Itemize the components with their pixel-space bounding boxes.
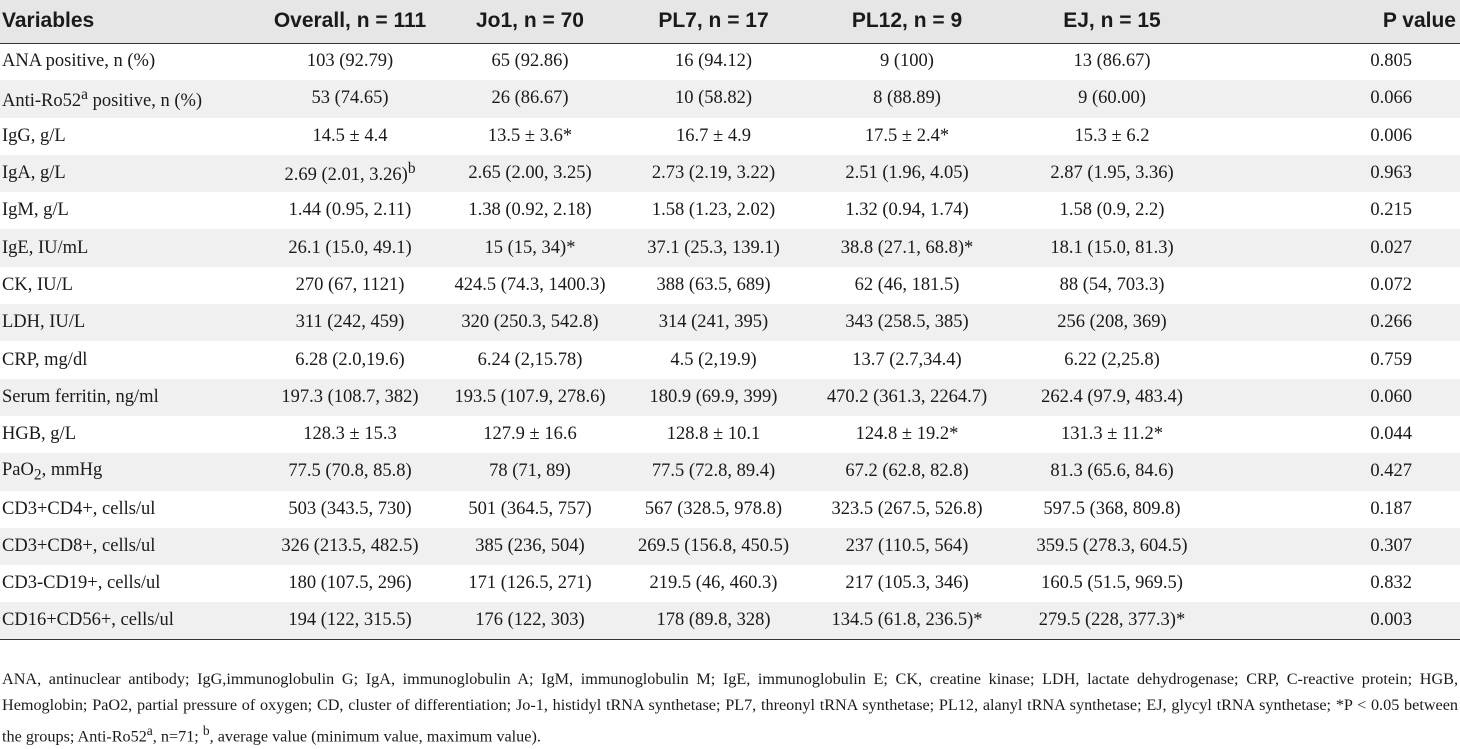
cell-value: 0.266 <box>1370 312 1412 333</box>
row-label <box>0 155 262 192</box>
cell-value: 17.5 ± 2.4* <box>864 125 950 146</box>
cell-value: 176 (122, 303) <box>475 610 585 631</box>
table-row <box>0 267 1460 304</box>
table-row <box>0 229 1460 266</box>
cell-value: 38.8 (27.1, 68.8)* <box>840 237 974 258</box>
cell-value: 194 (122, 315.5) <box>288 610 412 631</box>
p-value-cell <box>1215 229 1460 266</box>
table-row <box>0 379 1460 416</box>
table-row <box>0 43 1460 80</box>
cell-value: 0.963 <box>1370 163 1412 184</box>
cell-value: 180 (107.5, 296) <box>288 573 412 594</box>
cell-value: 0.044 <box>1370 424 1412 445</box>
cell-value: 279.5 (228, 377.3)* <box>1038 610 1186 631</box>
table-cell <box>438 229 622 266</box>
cell-value: 128.8 ± 10.1 <box>666 424 761 445</box>
table-cell <box>438 304 622 341</box>
cell-value: 0.307 <box>1370 536 1412 556</box>
footnote-text: ANA, antinuclear antibody; IgG,immunoglobulin G; IgA, immunoglobulin A; IgM, immunoglobulin M; IgE, immunoglobulin E; CK, creatine kinase; LDH, lactate dehydrogenase; CRP, C-reactive protein; HGB, Hemoglobin; PaO2, partial pressure of oxygen; CD, cluster of differentiation; Jo-1, histidyl tRNA synthetase; PL7, threonyl tRNA synthetase; PL12, alanyl tRNA synthetase; EJ, glycyl tRNA synthetase; *P < 0.05 between the groups; Anti-Ro52 <box>2 670 1458 746</box>
table-cell <box>1009 229 1215 266</box>
column-header: Jo1, n = 70 <box>438 0 622 43</box>
cell-value: 8 (88.89) <box>873 88 941 109</box>
table-cell <box>438 80 622 117</box>
cell-value: 160.5 (51.5, 969.5) <box>1041 573 1183 594</box>
cell-value: 2.65 (2.00, 3.25) <box>468 163 592 184</box>
table-row <box>0 602 1460 639</box>
table-cell <box>262 453 438 490</box>
cell-value: 193.5 (107.9, 278.6) <box>454 386 606 407</box>
table-cell <box>622 304 805 341</box>
cell-value: 9 (100) <box>880 51 934 72</box>
cell-value: 26 (86.67) <box>491 88 569 109</box>
table-cell <box>438 192 622 229</box>
row-label-text: positive, n (%) <box>87 91 203 112</box>
cell-value: 385 (236, 504) <box>475 536 585 556</box>
cell-value: 13.7 (2.7,34.4) <box>852 349 962 370</box>
table-cell <box>262 491 438 528</box>
table-cell <box>805 565 1009 602</box>
p-value-cell <box>1215 379 1460 416</box>
row-label <box>0 416 262 453</box>
cell-value: 18.1 (15.0, 81.3) <box>1050 237 1174 258</box>
cell-value: 77.5 (72.8, 89.4) <box>651 461 776 482</box>
table-cell <box>805 341 1009 378</box>
cell-value: 134.5 (61.8, 236.5)* <box>831 610 983 631</box>
cell-value: 0.072 <box>1370 274 1412 295</box>
table-cell <box>262 416 438 453</box>
row-label <box>0 80 262 117</box>
cell-value: 124.8 ± 19.2* <box>855 424 959 445</box>
row-label-text: CD3-CD19+, cells/ul <box>2 573 161 594</box>
table-cell <box>262 528 438 565</box>
cell-value: 0.215 <box>1370 200 1412 221</box>
table-row <box>0 192 1460 229</box>
table-cell <box>622 43 805 80</box>
cell-value: 2.73 (2.19, 3.22) <box>651 163 776 184</box>
table-footnote <box>2 666 1458 749</box>
table-cell <box>622 192 805 229</box>
table-cell <box>622 379 805 416</box>
table-cell <box>262 118 438 155</box>
cell-superscript: b <box>407 160 416 178</box>
table-cell <box>262 565 438 602</box>
p-value-cell <box>1215 43 1460 80</box>
table-cell <box>1009 491 1215 528</box>
table-cell <box>262 341 438 378</box>
table-cell <box>438 416 622 453</box>
row-label <box>0 491 262 528</box>
row-label-text: Anti-Ro52 <box>2 91 82 112</box>
cell-value: 2.51 (1.96, 4.05) <box>845 163 969 184</box>
table-cell <box>438 565 622 602</box>
cell-value: 15 (15, 34)* <box>484 237 576 258</box>
table-cell <box>438 118 622 155</box>
table-cell <box>622 528 805 565</box>
table-body <box>0 43 1460 640</box>
row-label-superscript: a <box>81 85 88 103</box>
cell-value: 37.1 (25.3, 139.1) <box>647 237 780 258</box>
row-label <box>0 565 262 602</box>
cell-value: 78 (71, 89) <box>489 461 571 482</box>
table-cell <box>1009 155 1215 192</box>
table-cell <box>622 80 805 117</box>
row-label <box>0 192 262 229</box>
table-cell <box>262 229 438 266</box>
table-cell <box>805 602 1009 639</box>
row-label-text: CD3+CD4+, cells/ul <box>2 498 156 519</box>
table-cell <box>622 453 805 490</box>
table-cell <box>805 453 1009 490</box>
cell-value: 197.3 (108.7, 382) <box>281 386 419 407</box>
cell-value: 180.9 (69.9, 399) <box>649 386 778 407</box>
table-cell <box>262 267 438 304</box>
cell-value: 217 (105.3, 346) <box>845 573 969 594</box>
cell-value: 270 (67, 1121) <box>295 274 405 295</box>
cell-value: 567 (328.5, 978.8) <box>644 498 783 519</box>
row-label <box>0 453 262 490</box>
row-label-text: IgA, g/L <box>2 163 66 184</box>
cell-value: 13 (86.67) <box>1073 51 1151 72</box>
table-row <box>0 453 1460 490</box>
table-cell <box>622 565 805 602</box>
p-value-cell <box>1215 192 1460 229</box>
row-label <box>0 379 262 416</box>
p-value-cell <box>1215 602 1460 639</box>
footnote-text: , n=71; <box>152 727 203 746</box>
cell-value: 2.87 (1.95, 3.36) <box>1050 163 1174 184</box>
table-cell <box>438 379 622 416</box>
cell-value: 1.38 (0.92, 2.18) <box>468 200 592 221</box>
p-value-cell <box>1215 565 1460 602</box>
table-row <box>0 341 1460 378</box>
row-label-text: CRP, mg/dl <box>2 349 88 370</box>
table-cell <box>622 267 805 304</box>
p-value-cell <box>1215 528 1460 565</box>
cell-value: 14.5 ± 4.4 <box>312 125 388 146</box>
table-cell <box>262 304 438 341</box>
table-cell <box>438 155 622 192</box>
table-cell <box>805 528 1009 565</box>
footnote-superscript-b: b <box>202 723 210 738</box>
row-label-text: HGB, g/L <box>2 424 76 445</box>
table-cell <box>438 528 622 565</box>
cell-value: 4.5 (2,19.9) <box>670 349 757 370</box>
cell-value: 26.1 (15.0, 49.1) <box>288 237 412 258</box>
cell-value: 178 (89.8, 328) <box>656 610 771 631</box>
table-cell <box>1009 341 1215 378</box>
cell-value: 53 (74.65) <box>311 88 389 109</box>
table-cell <box>622 416 805 453</box>
cell-value: 15.3 ± 6.2 <box>1074 125 1150 146</box>
column-header: PL12, n = 9 <box>805 0 1009 43</box>
table-cell <box>438 267 622 304</box>
table-cell <box>805 155 1009 192</box>
table-cell <box>805 304 1009 341</box>
table-cell <box>622 155 805 192</box>
cell-value: 171 (126.5, 271) <box>468 573 592 594</box>
cell-value: 0.006 <box>1370 125 1412 146</box>
table-cell <box>1009 379 1215 416</box>
table-cell <box>1009 416 1215 453</box>
table-cell <box>1009 192 1215 229</box>
row-label <box>0 602 262 639</box>
table-row <box>0 416 1460 453</box>
table-cell <box>805 192 1009 229</box>
p-value-cell <box>1215 155 1460 192</box>
cell-value: 0.066 <box>1370 88 1412 109</box>
table-cell <box>1009 80 1215 117</box>
table-row <box>0 491 1460 528</box>
cell-value: 320 (250.3, 542.8) <box>461 312 599 333</box>
row-label <box>0 229 262 266</box>
cell-value: 343 (258.5, 385) <box>845 312 969 333</box>
table-cell <box>805 229 1009 266</box>
table-cell <box>262 155 438 192</box>
cell-value: 388 (63.5, 689) <box>656 274 771 295</box>
table-cell <box>1009 453 1215 490</box>
p-value-cell <box>1215 118 1460 155</box>
table-row <box>0 528 1460 565</box>
table-cell <box>805 491 1009 528</box>
cell-value: 9 (60.00) <box>1078 88 1146 109</box>
p-value-cell <box>1215 267 1460 304</box>
cell-value: 6.22 (2,25.8) <box>1064 349 1160 370</box>
table-row <box>0 80 1460 117</box>
cell-value: 269.5 (156.8, 450.5) <box>637 536 790 556</box>
table-cell <box>438 491 622 528</box>
row-label <box>0 304 262 341</box>
row-label-text: CK, IU/L <box>2 274 73 295</box>
table-cell <box>262 43 438 80</box>
table-row <box>0 118 1460 155</box>
cell-value: 128.3 ± 15.3 <box>303 424 397 445</box>
cell-value: 237 (110.5, 564) <box>845 536 969 556</box>
cell-value: 131.3 ± 11.2* <box>1061 424 1163 445</box>
row-label-text: IgG, g/L <box>2 125 66 146</box>
table-cell <box>438 341 622 378</box>
p-value-cell <box>1215 453 1460 490</box>
cell-value: 103 (92.79) <box>306 51 394 72</box>
column-header: PL7, n = 17 <box>622 0 805 43</box>
table-cell <box>1009 565 1215 602</box>
footnote-text: , average value (minimum value, maximum value). <box>209 727 541 746</box>
footnote-superscript-a: a <box>146 723 153 738</box>
table-cell <box>805 80 1009 117</box>
table-cell <box>1009 528 1215 565</box>
table-cell <box>438 453 622 490</box>
cell-value: 424.5 (74.3, 1400.3) <box>454 274 606 295</box>
table-cell <box>262 80 438 117</box>
p-value-cell <box>1215 491 1460 528</box>
cell-value: 311 (242, 459) <box>295 312 405 333</box>
table-cell <box>805 118 1009 155</box>
table-cell <box>1009 304 1215 341</box>
cell-value: 81.3 (65.6, 84.6) <box>1050 461 1174 482</box>
row-label <box>0 43 262 80</box>
table-cell <box>438 602 622 639</box>
cell-value: 503 (343.5, 730) <box>288 498 412 519</box>
table-cell <box>622 491 805 528</box>
cell-value: 359.5 (278.3, 604.5) <box>1036 536 1188 556</box>
table-cell <box>1009 43 1215 80</box>
column-header: EJ, n = 15 <box>1009 0 1215 43</box>
row-label-text: Serum ferritin, ng/ml <box>2 386 159 407</box>
column-header: P value <box>1215 0 1460 43</box>
p-value-cell <box>1215 304 1460 341</box>
table-cell <box>1009 602 1215 639</box>
table-cell <box>438 43 622 80</box>
table-cell <box>622 229 805 266</box>
header-row <box>0 0 1460 43</box>
table-cell <box>805 267 1009 304</box>
cell-value: 2.69 (2.01, 3.26) <box>284 165 408 186</box>
cell-value: 0.027 <box>1370 237 1412 258</box>
table-cell <box>622 602 805 639</box>
p-value-cell <box>1215 416 1460 453</box>
row-label <box>0 528 262 565</box>
cell-value: 1.58 (0.9, 2.2) <box>1059 200 1165 221</box>
row-label-text: IgM, g/L <box>2 200 69 221</box>
cell-value: 0.759 <box>1370 349 1412 370</box>
cell-value: 262.4 (97.9, 483.4) <box>1041 386 1183 407</box>
row-label-text: , mmHg <box>41 459 103 480</box>
column-header: Overall, n = 111 <box>262 0 438 43</box>
row-label-text: IgE, IU/mL <box>2 237 89 258</box>
column-header: Variables <box>0 0 262 43</box>
cell-value: 67.2 (62.8, 82.8) <box>845 461 969 482</box>
cell-value: 77.5 (70.8, 85.8) <box>288 461 412 482</box>
cell-value: 0.427 <box>1370 461 1412 482</box>
table-row <box>0 304 1460 341</box>
p-value-cell <box>1215 80 1460 117</box>
cell-value: 501 (364.5, 757) <box>468 498 592 519</box>
table-cell <box>262 192 438 229</box>
p-value-cell <box>1215 341 1460 378</box>
row-label <box>0 341 262 378</box>
cell-value: 256 (208, 369) <box>1057 312 1167 333</box>
cell-value: 1.32 (0.94, 1.74) <box>845 200 969 221</box>
table-cell <box>262 602 438 639</box>
row-label <box>0 267 262 304</box>
cell-value: 13.5 ± 3.6* <box>487 125 573 146</box>
row-label-text: CD3+CD8+, cells/ul <box>2 536 156 556</box>
cell-value: 0.003 <box>1370 610 1412 631</box>
table-row <box>0 565 1460 602</box>
cell-value: 470.2 (361.3, 2264.7) <box>826 386 988 407</box>
table-cell <box>262 379 438 416</box>
cell-value: 314 (241, 395) <box>658 312 769 333</box>
cell-value: 16.7 ± 4.9 <box>676 125 751 146</box>
cell-value: 219.5 (46, 460.3) <box>649 573 778 594</box>
table-cell <box>1009 267 1215 304</box>
cell-value: 0.187 <box>1370 498 1412 519</box>
cell-value: 0.060 <box>1370 386 1412 407</box>
cell-value: 323.5 (267.5, 526.8) <box>831 498 983 519</box>
cell-value: 127.9 ± 16.6 <box>483 424 577 445</box>
cell-value: 6.24 (2,15.78) <box>477 349 583 370</box>
row-label-text: LDH, IU/L <box>2 312 86 333</box>
table-cell <box>1009 118 1215 155</box>
row-label-text: CD16+CD56+, cells/ul <box>2 610 174 631</box>
cell-value: 1.44 (0.95, 2.11) <box>288 200 412 221</box>
cell-value: 0.805 <box>1370 51 1412 72</box>
table-cell <box>622 118 805 155</box>
row-label <box>0 118 262 155</box>
cell-value: 10 (58.82) <box>674 88 753 109</box>
table-cell <box>805 416 1009 453</box>
row-label-text: ANA positive, n (%) <box>2 51 156 72</box>
table-cell <box>805 43 1009 80</box>
table-cell <box>805 379 1009 416</box>
row-label-subscript: 2 <box>33 466 42 484</box>
table-cell <box>622 341 805 378</box>
cell-value: 88 (54, 703.3) <box>1059 274 1165 295</box>
cell-value: 597.5 (368, 809.8) <box>1043 498 1181 519</box>
table-header <box>0 0 1460 43</box>
cell-value: 62 (46, 181.5) <box>854 274 960 295</box>
cell-value: 326 (213.5, 482.5) <box>281 536 419 556</box>
row-label-text: PaO <box>2 459 34 480</box>
cell-value: 0.832 <box>1370 573 1412 594</box>
cell-value: 16 (94.12) <box>674 51 753 72</box>
cell-value: 1.58 (1.23, 2.02) <box>651 200 776 221</box>
table-row <box>0 155 1460 192</box>
cell-value: 65 (92.86) <box>491 51 569 72</box>
cell-value: 6.28 (2.0,19.6) <box>295 349 405 370</box>
